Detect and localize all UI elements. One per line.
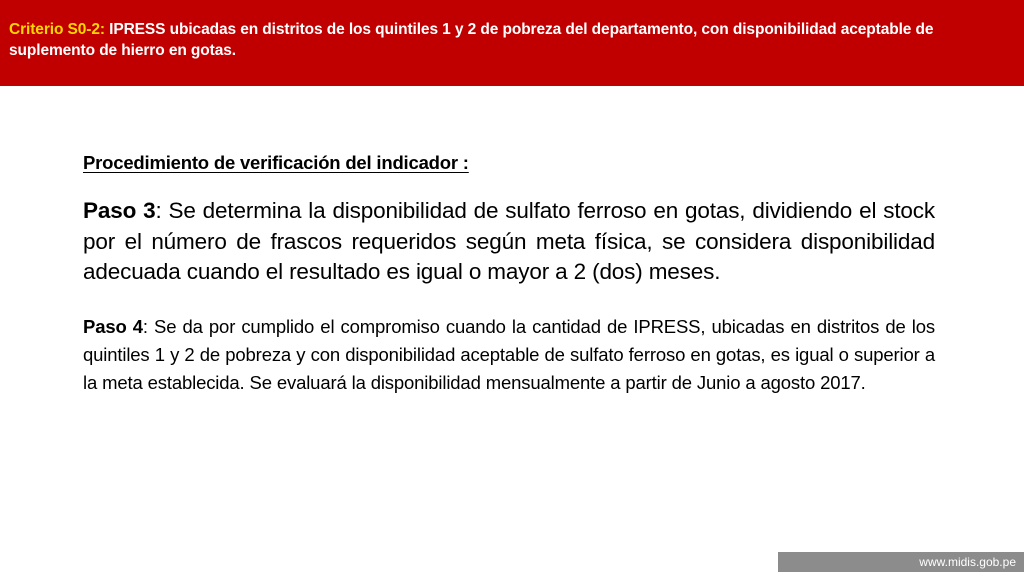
step-3-text: : Se determina la disponibilidad de sulfato ferroso en gotas, dividiendo el stock por el número de frascos requeridos según meta física, se considera disponibilidad adecuada cuando el resultado es igual o mayor a 2 (dos) meses.	[83, 198, 935, 284]
header-band	[0, 0, 1024, 86]
main-content	[83, 150, 935, 397]
step-3-paragraph	[83, 196, 935, 288]
footer-url[interactable]: www.midis.gob.pe	[919, 555, 1016, 569]
footer-bar	[778, 552, 1024, 572]
criterio-label: Criterio S0-2:	[9, 21, 105, 38]
step-4-text: : Se da por cumplido el compromiso cuando la cantidad de IPRESS, ubicadas en distritos de los quintiles 1 y 2 de pobreza y con disponibilidad aceptable de sulfato ferroso en gotas, es igual o superior a la meta establecida. Se evaluará la disponibilidad mensualmente a partir de Junio a agosto 2017.	[83, 315, 936, 393]
step-4-paragraph	[83, 313, 935, 397]
criterio-text: IPRESS ubicadas en distritos de los quintiles 1 y 2 de pobreza del departamento, con disponibilidad aceptable de suplemento de hierro en gotas.	[9, 21, 934, 59]
step-4-label: Paso 4	[83, 315, 143, 337]
step-3-label: Paso 3	[83, 198, 156, 223]
header-title	[9, 19, 1012, 61]
section-title: Procedimiento de verificación del indicador :	[83, 152, 469, 173]
